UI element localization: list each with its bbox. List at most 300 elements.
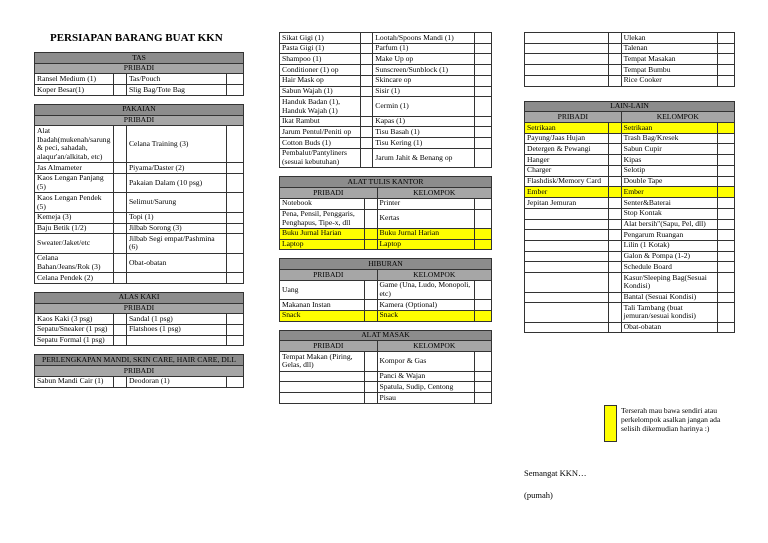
table-row <box>280 33 492 44</box>
kelompok-cell: Senter&Baterai <box>621 198 718 209</box>
check-cell <box>475 382 492 393</box>
table-row <box>280 371 492 382</box>
item-cell: Skincare op <box>373 75 475 86</box>
check-cell <box>475 97 492 116</box>
pribadi-cell <box>525 230 609 241</box>
check-cell <box>227 173 244 192</box>
check-cell <box>609 303 622 322</box>
kelompok-cell: Galon & Pompa (1-2) <box>621 251 718 262</box>
item-cell: Kaos Lengan Pendek (5) <box>35 193 114 212</box>
check-cell <box>475 127 492 138</box>
table-row <box>525 187 735 198</box>
kelompok-cell: Pengarum Ruangan <box>621 230 718 241</box>
table-row <box>35 126 244 163</box>
check-cell <box>475 198 492 209</box>
check-cell <box>718 240 735 251</box>
check-cell <box>609 155 622 166</box>
pribadi-cell <box>525 75 609 86</box>
check-cell <box>718 123 735 134</box>
pribadi-cell <box>280 382 365 393</box>
check-cell <box>114 324 127 335</box>
kelompok-cell: Schedule Board <box>621 262 718 273</box>
check-cell <box>609 198 622 209</box>
table-row <box>525 33 735 44</box>
alat-masak-cont-table <box>524 32 735 87</box>
check-cell <box>718 155 735 166</box>
section-subheader: PRIBADI <box>35 303 244 314</box>
check-cell <box>475 371 492 382</box>
check-cell <box>227 314 244 325</box>
pribadi-cell: Detergen & Pewangi <box>525 144 609 155</box>
kelompok-cell: Kompor & Gas <box>377 352 475 371</box>
table-row <box>280 310 492 321</box>
check-cell <box>718 54 735 65</box>
item-cell: Pasta Gigi (1) <box>280 43 361 54</box>
check-cell <box>227 376 244 387</box>
item-cell: Cotton Buds (1) <box>280 138 361 149</box>
kelompok-cell: Alat bersih"(Sapu, Pel, dll) <box>621 219 718 230</box>
kelompok-cell: Talenan <box>621 43 718 54</box>
check-cell <box>609 65 622 76</box>
kelompok-cell: Printer <box>377 198 475 209</box>
item-cell: Topi (1) <box>126 212 226 223</box>
kelompok-cell: Obat-obatan <box>621 322 718 333</box>
check-cell <box>227 126 244 163</box>
table-row <box>35 234 244 253</box>
check-cell <box>114 163 127 174</box>
pribadi-cell <box>525 65 609 76</box>
lain_lain-grid <box>524 101 735 334</box>
table-row <box>280 97 492 116</box>
pribadi-cell <box>525 54 609 65</box>
item-cell: Sikat Gigi (1) <box>280 33 361 44</box>
check-cell <box>609 133 622 144</box>
kelompok-cell: Pisau <box>377 393 475 404</box>
pribadi-cell <box>525 273 609 292</box>
section-header: ALAT TULIS KANTOR <box>280 177 492 188</box>
check-cell <box>609 322 622 333</box>
column-header-pribadi: PRIBADI <box>525 112 622 123</box>
check-cell <box>114 234 127 253</box>
check-cell <box>475 239 492 250</box>
item-cell: Kaos Lengan Panjang (5) <box>35 173 114 192</box>
table-row <box>35 163 244 174</box>
item-cell: Baju Betik (1/2) <box>35 223 114 234</box>
item-cell: Jilbab Segi empat/Pashmina (6) <box>126 234 226 253</box>
pribadi-cell <box>280 393 365 404</box>
pribadi-cell <box>525 33 609 44</box>
pribadi-cell: Setrikaan <box>525 123 609 134</box>
item-cell: Celana Training (3) <box>126 126 226 163</box>
column-header-kelompok: KELOMPOK <box>377 270 491 281</box>
item-cell: Kapas (1) <box>373 116 475 127</box>
column-2 <box>279 32 492 412</box>
table-row <box>35 223 244 234</box>
check-cell <box>475 75 492 86</box>
table-row <box>280 75 492 86</box>
table-row <box>280 116 492 127</box>
kelompok-cell: Stop Kontak <box>621 208 718 219</box>
check-cell <box>360 116 373 127</box>
section-header: ALAS KAKI <box>35 292 244 303</box>
table-row <box>525 165 735 176</box>
check-cell <box>609 262 622 273</box>
check-cell <box>718 292 735 303</box>
check-cell <box>475 86 492 97</box>
check-cell <box>609 273 622 292</box>
item-cell: Jarum Pentul/Peniti op <box>280 127 361 138</box>
check-cell <box>718 303 735 322</box>
check-cell <box>609 43 622 54</box>
check-cell <box>609 176 622 187</box>
item-cell: Kemeja (3) <box>35 212 114 223</box>
check-cell <box>360 97 373 116</box>
perlengkapan-cont-table <box>279 32 492 168</box>
item-cell: Shampoo (1) <box>280 54 361 65</box>
check-cell <box>364 280 377 299</box>
table-row <box>525 230 735 241</box>
table-row <box>280 352 492 371</box>
kelompok-cell: Tempat Bumbu <box>621 65 718 76</box>
pribadi-cell: Tempat Makan (Piring, Gelas, dll) <box>280 352 365 371</box>
table-row <box>280 300 492 311</box>
table-row <box>280 138 492 149</box>
kelompok-cell: Buku Jurnal Harian <box>377 228 475 239</box>
item-cell: Sweater/Jaket/etc <box>35 234 114 253</box>
kelompok-cell: Ulekan <box>621 33 718 44</box>
item-cell: Piyama/Daster (2) <box>126 163 226 174</box>
table-row <box>525 155 735 166</box>
table-row <box>35 253 244 272</box>
alas_kaki-grid <box>34 292 244 347</box>
check-cell <box>114 173 127 192</box>
table-row <box>35 74 244 85</box>
check-cell <box>114 253 127 272</box>
item-cell <box>126 335 226 346</box>
item-cell: Pakaian Dalam (10 psg) <box>126 173 226 192</box>
pribadi-cell: Charger <box>525 165 609 176</box>
table-row <box>280 382 492 393</box>
check-cell <box>227 223 244 234</box>
check-cell <box>114 335 127 346</box>
table-row <box>525 54 735 65</box>
item-cell: Tas/Pouch <box>126 74 226 85</box>
section-header: TAS <box>35 53 244 64</box>
check-cell <box>718 144 735 155</box>
signature: (pumah) <box>524 490 553 500</box>
check-cell <box>114 212 127 223</box>
check-cell <box>227 253 244 272</box>
pribadi-cell: Ember <box>525 187 609 198</box>
check-cell <box>718 176 735 187</box>
table-row <box>35 212 244 223</box>
perlengkapan_cont-grid <box>279 32 492 168</box>
check-cell <box>475 43 492 54</box>
perlengkapan-table <box>34 354 244 387</box>
hiburan-table <box>279 258 492 321</box>
item-cell: Sepatu Formal (1 psg) <box>35 335 114 346</box>
table-row <box>525 240 735 251</box>
check-cell <box>475 393 492 404</box>
check-cell <box>475 352 492 371</box>
item-cell: Make Up op <box>373 54 475 65</box>
check-cell <box>114 223 127 234</box>
check-cell <box>718 219 735 230</box>
table-row <box>280 86 492 97</box>
check-cell <box>718 33 735 44</box>
item-cell: Parfum (1) <box>373 43 475 54</box>
kelompok-cell: Kamera (Optional) <box>377 300 475 311</box>
table-row <box>280 209 492 228</box>
item-cell: Hair Mask op <box>280 75 361 86</box>
pribadi-cell <box>525 240 609 251</box>
check-cell <box>718 262 735 273</box>
table-row <box>35 85 244 96</box>
table-row <box>525 292 735 303</box>
kelompok-cell: Setrikaan <box>621 123 718 134</box>
table-row <box>35 324 244 335</box>
kelompok-cell: Tali Tambang (buat jemuran/sesuai kondisi) <box>621 303 718 322</box>
kelompok-cell: Ember <box>621 187 718 198</box>
table-row <box>280 127 492 138</box>
check-cell <box>475 33 492 44</box>
column-header-pribadi: PRIBADI <box>280 270 378 281</box>
pribadi-cell <box>525 219 609 230</box>
check-cell <box>609 165 622 176</box>
check-cell <box>609 251 622 262</box>
check-cell <box>718 251 735 262</box>
tas-table <box>34 52 244 96</box>
perlengkapan-grid <box>34 354 244 387</box>
check-cell <box>360 138 373 149</box>
section-header: ALAT MASAK <box>280 330 492 341</box>
check-cell <box>360 75 373 86</box>
table-row <box>525 219 735 230</box>
check-cell <box>718 65 735 76</box>
check-cell <box>364 393 377 404</box>
item-cell: Flatshoes (1 psg) <box>126 324 226 335</box>
alat_masak_cont-grid <box>524 32 735 87</box>
kelompok-cell: Trash Bag/Kresek <box>621 133 718 144</box>
column-header-kelompok: KELOMPOK <box>621 112 734 123</box>
kelompok-cell: Rice Cooker <box>621 75 718 86</box>
table-row <box>280 198 492 209</box>
item-cell: Slig Bag/Tote Bag <box>126 85 226 96</box>
kelompok-cell: Double Tape <box>621 176 718 187</box>
item-cell: Tisu Kering (1) <box>373 138 475 149</box>
section-subheader: PRIBADI <box>35 115 244 126</box>
kelompok-cell: Panci & Wajan <box>377 371 475 382</box>
check-cell <box>609 144 622 155</box>
pribadi-cell <box>525 43 609 54</box>
item-cell: Celana Bahan/Jeans/Rok (3) <box>35 253 114 272</box>
check-cell <box>609 54 622 65</box>
atk-grid <box>279 176 492 250</box>
check-cell <box>475 209 492 228</box>
section-header: PERLENGKAPAN MANDI, SKIN CARE, HAIR CARE, DLL <box>35 355 244 366</box>
closing-note: Semangat KKN… <box>524 468 587 478</box>
check-cell <box>718 187 735 198</box>
check-cell <box>609 240 622 251</box>
check-cell <box>718 75 735 86</box>
check-cell <box>360 33 373 44</box>
item-cell: Sisir (1) <box>373 86 475 97</box>
check-cell <box>360 86 373 97</box>
pribadi-cell: Payung/Jaas Hujan <box>525 133 609 144</box>
check-cell <box>718 322 735 333</box>
check-cell <box>475 65 492 76</box>
column-header-pribadi: PRIBADI <box>280 188 378 199</box>
table-row <box>280 43 492 54</box>
kelompok-cell: Lilin (1 Kotak) <box>621 240 718 251</box>
check-cell <box>364 310 377 321</box>
check-cell <box>718 230 735 241</box>
check-cell <box>364 371 377 382</box>
section-subheader: PRIBADI <box>35 366 244 377</box>
check-cell <box>609 230 622 241</box>
item-cell: Cermin (1) <box>373 97 475 116</box>
check-cell <box>227 163 244 174</box>
pakaian-table <box>34 104 244 284</box>
section-header: PAKAIAN <box>35 104 244 115</box>
check-cell <box>609 219 622 230</box>
kelompok-cell: Game (Una, Ludo, Monopoli, etc) <box>377 280 475 299</box>
pribadi-cell <box>525 262 609 273</box>
table-row <box>35 376 244 387</box>
table-row <box>280 65 492 76</box>
lain-lain-table <box>524 101 735 334</box>
item-cell: Deodoran (1) <box>126 376 226 387</box>
check-cell <box>114 376 127 387</box>
check-cell <box>360 54 373 65</box>
kelompok-cell: Kipas <box>621 155 718 166</box>
item-cell: Ransel Medium (1) <box>35 74 114 85</box>
check-cell <box>475 54 492 65</box>
page-title: PERSIAPAN BARANG BUAT KKN <box>50 32 223 44</box>
item-cell: Sepatu/Sneaker (1 psg) <box>35 324 114 335</box>
check-cell <box>718 208 735 219</box>
kelompok-cell: Sabun Cupir <box>621 144 718 155</box>
check-cell <box>114 126 127 163</box>
check-cell <box>364 300 377 311</box>
table-row <box>525 273 735 292</box>
check-cell <box>227 335 244 346</box>
column-header-kelompok: KELOMPOK <box>377 341 491 352</box>
pribadi-cell <box>525 251 609 262</box>
check-cell <box>360 43 373 54</box>
pribadi-cell: Laptop <box>280 239 365 250</box>
legend-swatch <box>604 405 617 442</box>
item-cell: Alat Ibadah(mukenah/sarung & peci, sahadah, alaqur'an/alkitab, etc) <box>35 126 114 163</box>
item-cell: Celana Pendek (2) <box>35 273 114 284</box>
table-row <box>525 322 735 333</box>
kelompok-cell: Selotip <box>621 165 718 176</box>
table-row <box>525 251 735 262</box>
check-cell <box>609 292 622 303</box>
check-cell <box>114 74 127 85</box>
check-cell <box>475 310 492 321</box>
table-row <box>280 393 492 404</box>
pribadi-cell: Makanan Instan <box>280 300 365 311</box>
item-cell: Lootah/Spoons Mandi (1) <box>373 33 475 44</box>
item-cell: Obat-obatan <box>126 253 226 272</box>
check-cell <box>364 382 377 393</box>
table-row <box>280 239 492 250</box>
check-cell <box>475 228 492 239</box>
check-cell <box>227 212 244 223</box>
alat_masak-grid <box>279 330 492 404</box>
pribadi-cell <box>280 371 365 382</box>
table-row <box>525 262 735 273</box>
check-cell <box>364 198 377 209</box>
table-row <box>525 133 735 144</box>
check-cell <box>227 234 244 253</box>
kelompok-cell: Kasur/Sleeping Bag(Sesuai Kondisi) <box>621 273 718 292</box>
check-cell <box>718 165 735 176</box>
kelompok-cell: Kertas <box>377 209 475 228</box>
pribadi-cell: Buku Jurnal Harian <box>280 228 365 239</box>
check-cell <box>475 280 492 299</box>
check-cell <box>227 193 244 212</box>
table-row <box>525 123 735 134</box>
legend-text: Terserah mau bawa sendiri atau perkelompok asalkan jangan ada selisih dikemudian harinya :) <box>621 406 721 434</box>
check-cell <box>475 300 492 311</box>
check-cell <box>360 127 373 138</box>
check-cell <box>227 324 244 335</box>
pribadi-cell <box>525 303 609 322</box>
table-row <box>35 273 244 284</box>
check-cell <box>609 75 622 86</box>
pribadi-cell <box>525 322 609 333</box>
table-row <box>525 208 735 219</box>
item-cell: Conditioner (1) op <box>280 65 361 76</box>
check-cell <box>718 198 735 209</box>
table-row <box>35 335 244 346</box>
check-cell <box>364 209 377 228</box>
item-cell: Kaos Kaki (3 psg) <box>35 314 114 325</box>
item-cell: Tisu Basah (1) <box>373 127 475 138</box>
table-row <box>525 198 735 209</box>
pribadi-cell: Pena, Pensil, Penggaris, Penghapus, Tipe-x, dll <box>280 209 365 228</box>
check-cell <box>114 193 127 212</box>
table-row <box>280 280 492 299</box>
table-row <box>35 314 244 325</box>
pribadi-cell: Notebook <box>280 198 365 209</box>
table-row <box>35 193 244 212</box>
tas-grid <box>34 52 244 96</box>
table-row <box>525 43 735 54</box>
kelompok-cell: Bantal (Sesuai Kondisi) <box>621 292 718 303</box>
item-cell: Sabun Mandi Cair (1) <box>35 376 114 387</box>
item-cell: Jilbab Sorong (3) <box>126 223 226 234</box>
item-cell: Pembalut/Pantyliners (sesuai kebutuhan) <box>280 148 361 167</box>
pribadi-cell: Jepitan Jemuran <box>525 198 609 209</box>
table-row <box>525 303 735 322</box>
table-row <box>525 65 735 76</box>
item-cell: Ikat Rambut <box>280 116 361 127</box>
pribadi-cell <box>525 208 609 219</box>
check-cell <box>114 85 127 96</box>
check-cell <box>718 133 735 144</box>
check-cell <box>360 65 373 76</box>
check-cell <box>718 43 735 54</box>
table-row <box>525 176 735 187</box>
pribadi-cell: Hanger <box>525 155 609 166</box>
table-row <box>280 228 492 239</box>
check-cell <box>475 116 492 127</box>
table-row <box>35 173 244 192</box>
item-cell: Sabun Wajah (1) <box>280 86 361 97</box>
